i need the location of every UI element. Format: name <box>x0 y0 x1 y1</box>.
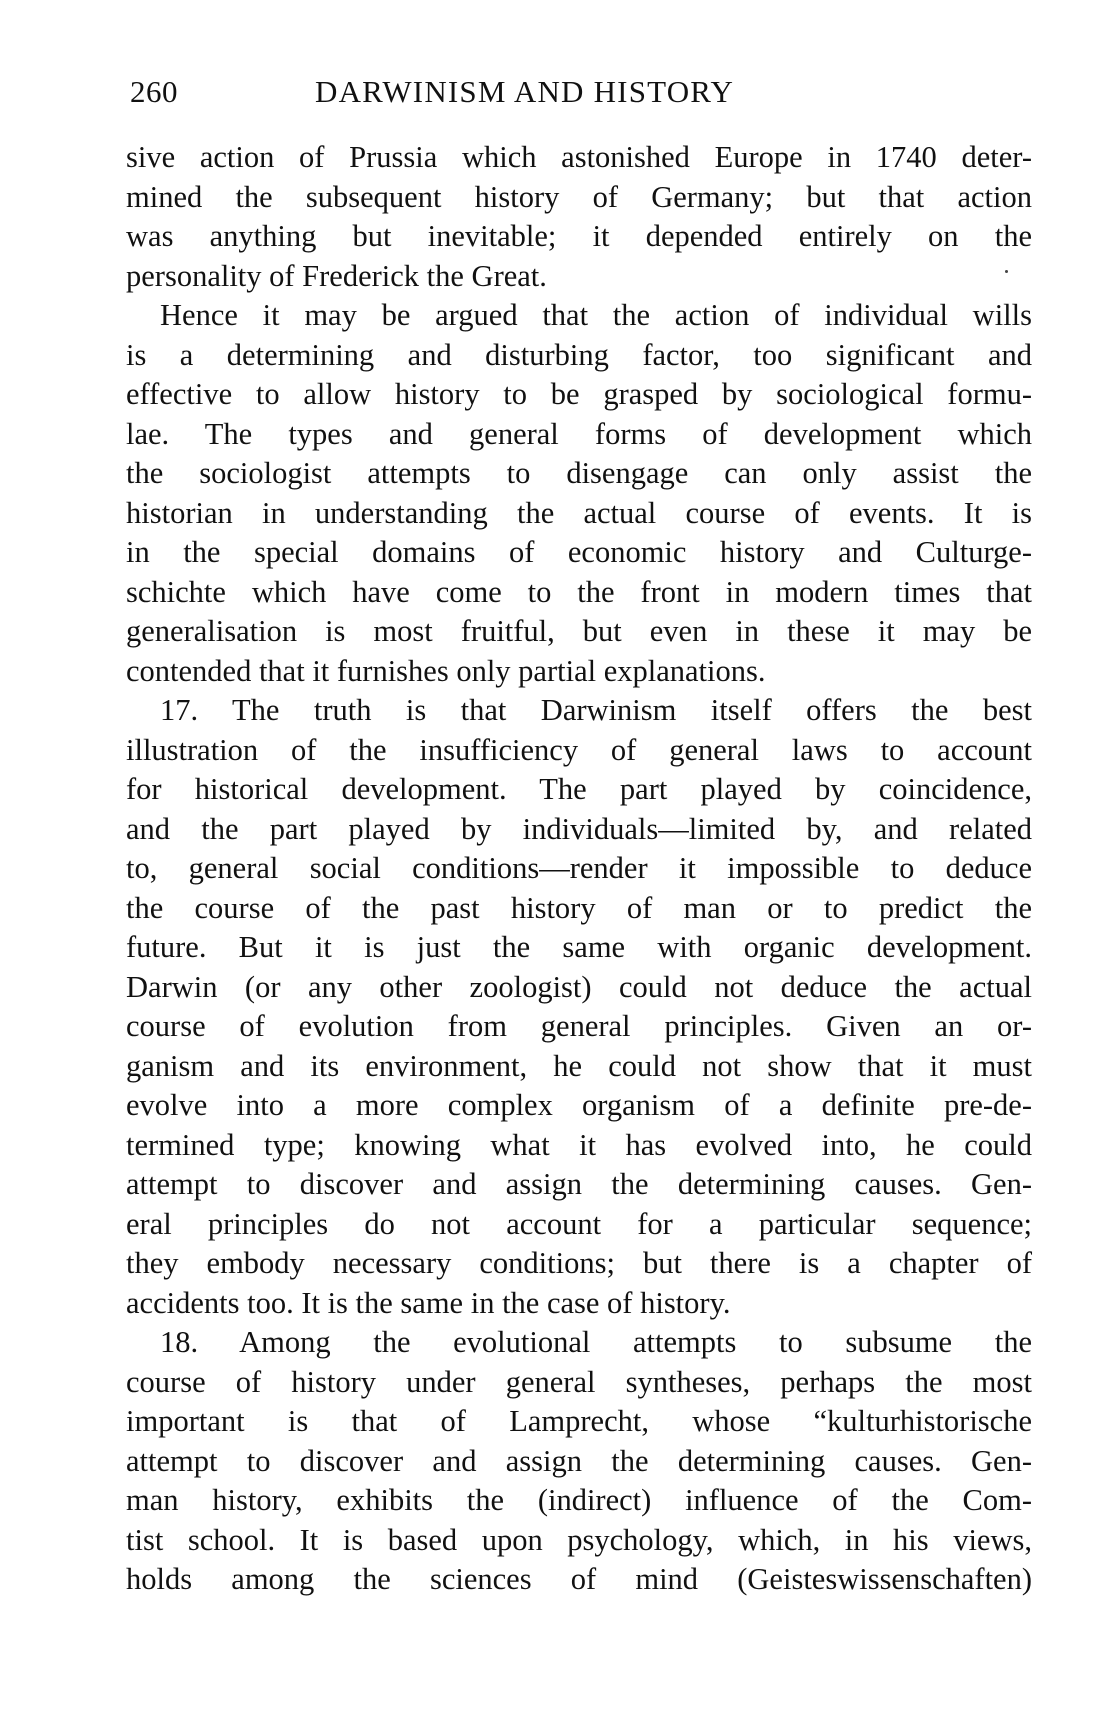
text-line: is a determining and disturbing factor, too significant and <box>126 337 1032 372</box>
text-line: accidents too. It is the same in the case of history. <box>126 1285 731 1320</box>
text-line: and the part played by individuals—limited by, and related <box>126 811 1032 846</box>
text-line: termined type; knowing what it has evolved into, he could <box>126 1127 1032 1162</box>
text-line: eral principles do not account for a particular sequence; <box>126 1206 1032 1241</box>
text-line: 18. Among the evolutional attempts to subsume the <box>160 1325 1032 1359</box>
page-body <box>126 138 1032 1600</box>
text-line: man history, exhibits the (indirect) influence of the Com- <box>126 1483 1032 1517</box>
text-line: future. But it is just the same with organic development. <box>126 930 1032 964</box>
text-line: personality of Frederick the Great. <box>126 258 547 293</box>
text-line: contended that it furnishes only partial explanations. <box>126 653 766 688</box>
text-line: attempt to discover and assign the determining causes. Gen- <box>126 1443 1032 1478</box>
text-line: was anything but inevitable; it depended entirely on the <box>126 219 1032 253</box>
text-line: to, general social conditions—render it impossible to deduce <box>126 851 1032 885</box>
text-line: important is that of Lamprecht, whose “kulturhistorische <box>126 1404 1032 1438</box>
text-line: lae. The types and general forms of development which <box>126 416 1032 451</box>
text-line: for historical development. The part played by coincidence, <box>126 772 1032 806</box>
text-line: course of evolution from general principles. Given an or- <box>126 1009 1032 1043</box>
text-line: the course of the past history of man or to predict the <box>126 890 1032 925</box>
print-speck <box>1005 270 1008 273</box>
text-line: they embody necessary conditions; but there is a chapter of <box>126 1246 1032 1280</box>
page-header <box>130 74 1030 124</box>
text-line: effective to allow history to be grasped by sociological formu- <box>126 377 1032 411</box>
text-line: attempt to discover and assign the determining causes. Gen- <box>126 1167 1032 1201</box>
text-line: in the special domains of economic history and Culturge- <box>126 535 1032 569</box>
text-line: Darwin (or any other zoologist) could not deduce the actual <box>126 969 1032 1004</box>
text-line: mined the subsequent history of Germany; but that action <box>126 179 1032 214</box>
text-line: evolve into a more complex organism of a definite pre-de- <box>126 1088 1032 1122</box>
text-line: holds among the sciences of mind (Geisteswissenschaften) <box>126 1562 1032 1596</box>
text-line: Hence it may be argued that the action of individual wills <box>160 298 1032 332</box>
text-line: ganism and its environment, he could not show that it must <box>126 1048 1032 1083</box>
text-line: the sociologist attempts to disengage can only assist the <box>126 456 1032 490</box>
text-line: tist school. It is based upon psychology, which, in his views, <box>126 1522 1032 1557</box>
text-line: course of history under general syntheses, perhaps the most <box>126 1364 1032 1399</box>
running-title: DARWINISM AND HISTORY <box>315 74 735 109</box>
text-line: illustration of the insufficiency of general laws to account <box>126 732 1032 767</box>
text-line: sive action of Prussia which astonished Europe in 1740 deter- <box>126 140 1032 174</box>
text-line: schichte which have come to the front in modern times that <box>126 574 1032 609</box>
text-line: historian in understanding the actual course of events. It is <box>126 495 1032 530</box>
text-line: 17. The truth is that Darwinism itself offers the best <box>160 693 1032 727</box>
page-number: 260 <box>130 74 178 109</box>
text-line: generalisation is most fruitful, but even in these it may be <box>126 614 1032 648</box>
